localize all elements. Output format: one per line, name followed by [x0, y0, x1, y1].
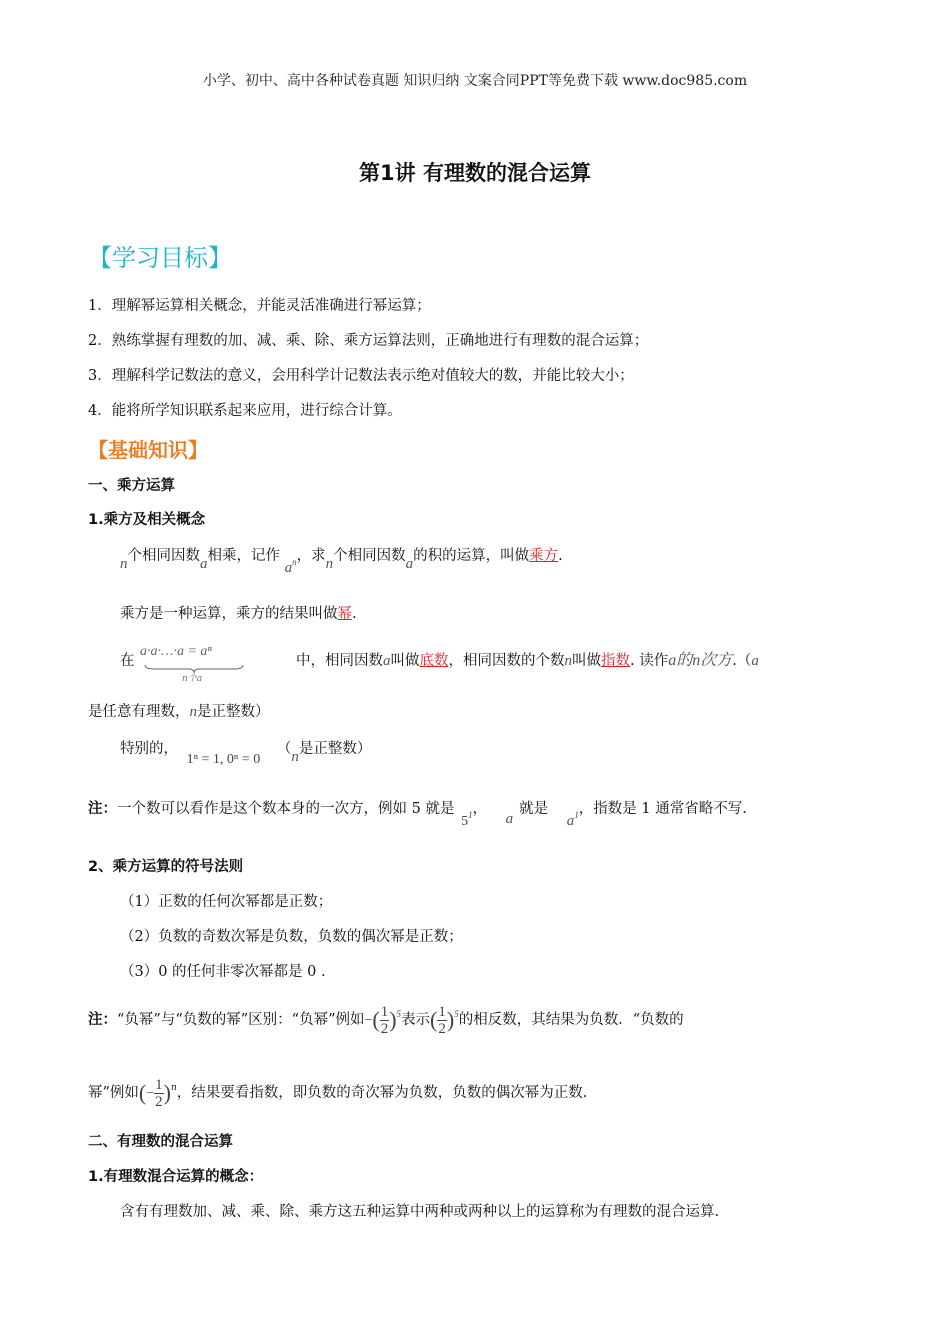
goals-badge: 【学习目标】	[88, 244, 232, 272]
sign-rule-3: （3）0 的任何非零次幂都是 0 .	[120, 964, 326, 980]
sub1-heading: 1.乘方及相关概念	[88, 512, 206, 528]
sign-rule-1: （1）正数的任何次幂都是正数；	[120, 894, 333, 910]
special-case-line: 特别的， 1ⁿ = 1, 0ⁿ = 0 （n是正整数）	[120, 741, 372, 767]
special-case-equation: 1ⁿ = 1, 0ⁿ = 0	[186, 752, 261, 767]
term-result: 幂	[337, 606, 352, 622]
part2-heading: 二、有理数的混合运算	[88, 1134, 233, 1150]
math-5-power-1: $5^1$	[461, 810, 473, 829]
base-exponent-text: 中，相同因数a叫做底数，相同因数的个数n叫做指数. 读作a的n次方.（a	[296, 652, 759, 669]
math-a-power-n: $a^n$	[284, 557, 297, 576]
math-n: n	[120, 556, 128, 572]
power-result-line: 乘方是一种运算，乘方的结果叫做幂.	[120, 606, 357, 622]
fraction-one-half: $\frac{1}{2}$	[380, 1003, 389, 1037]
product-underbrace-formula: a·a·…·a = aⁿ n个a	[140, 640, 290, 680]
term-exponent: 指数	[601, 653, 630, 669]
fraction-neg-one-half: $\frac{1}{2}$	[155, 1076, 163, 1110]
base-exponent-cont: 是任意有理数，n是正整数）	[88, 704, 270, 720]
sub2-heading: 2、乘方运算的符号法则	[88, 859, 244, 875]
part1-heading: 一、乘方运算	[88, 478, 175, 494]
goal-item-2: 2．熟练掌握有理数的加、减、乘、除、乘方运算法则，正确地进行有理数的混合运算；	[88, 333, 649, 349]
sign-rule-2: （2）负数的奇数次幂是负数，负数的偶次幂是正数；	[120, 929, 463, 945]
goal-item-4: 4．能将所学知识联系起来应用，进行综合计算。	[88, 403, 402, 419]
mixed-operation-definition: 含有有理数加、减、乘、除、乘方这五种运算中两种或两种以上的运算称为有理数的混合运算.	[120, 1204, 720, 1220]
note-negative-power: 注：“负幂”与“负数的幂”区别：“负幂”例如−( $\frac{1}{2}$ )$^5$表示( $\frac{1}{2}$ )$^5$的相反数，其结果为负数．“负数的	[88, 1003, 684, 1037]
base-exponent-line: 在	[120, 653, 135, 669]
math-a-power-1: $a^1$	[566, 810, 579, 829]
sub3-heading: 1.有理数混合运算的概念：	[88, 1169, 264, 1185]
term-power: 乘方	[529, 548, 559, 564]
term-base: 底数	[419, 653, 449, 669]
page-title: 第1讲 有理数的混合运算	[359, 161, 591, 185]
goal-item-1: 1．理解幂运算相关概念，并能灵活准确进行幂运算；	[88, 298, 431, 314]
definition-line: n个相同因数a相乘，记作 $a^n$，求n个相同因数a的积的运算，叫做乘方.	[120, 548, 563, 576]
basics-badge: 【基础知识】	[88, 438, 208, 462]
note-first-power: 注：一个数可以看作是这个数本身的一次方，例如 5 就是 $5^1$， a就是 $a^1$，指数是 1 通常省略不写.	[88, 801, 747, 829]
page-header: 小学、初中、高中各种试卷真题 知识归纳 文案合同PPT等免费下载 www.doc985.com	[202, 73, 748, 89]
goal-item-3: 3．理解科学记数法的意义，会用科学计记数法表示绝对值较大的数，并能比较大小；	[88, 368, 634, 384]
note-negative-number-power: 幂”例如(− $\frac{1}{2}$ )$^n$，结果要看指数，即负数的奇次幂为负数，负数的偶次幂为正数.	[88, 1076, 588, 1110]
fraction-one-half-2: $\frac{1}{2}$	[438, 1003, 446, 1037]
